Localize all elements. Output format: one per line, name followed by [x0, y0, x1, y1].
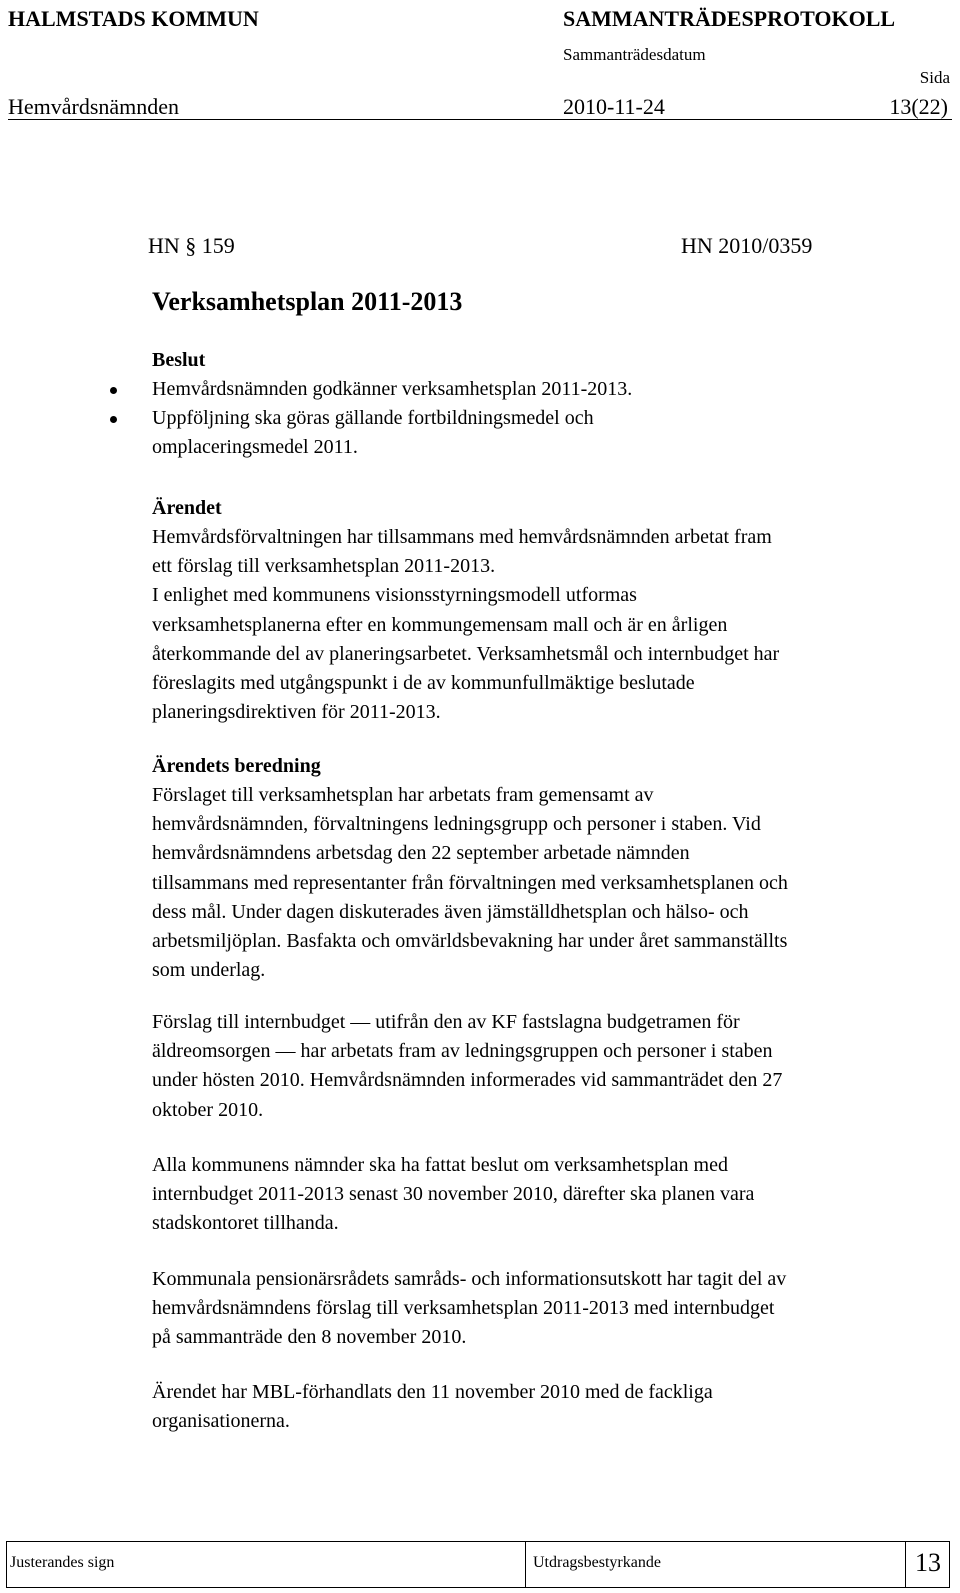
page-label: Sida — [919, 68, 950, 87]
page-number: 13(22) — [889, 94, 948, 119]
beredning-paragraph-3: Alla kommunens nämnder ska ha fattat beslut om verksamhetsplan med internbudget 2011-2013 senast 30 november 2010, därefter ska planen vara stadskontoret tillhanda. — [152, 1154, 755, 1235]
header-rule — [8, 119, 952, 120]
list-item: Hemvårdsnämnden godkänner verksamhetsplan 2011-2013. — [76, 375, 952, 404]
case-number: HN 2010/0359 — [681, 233, 813, 258]
bullet-icon — [110, 416, 117, 423]
bullet-icon — [110, 387, 117, 394]
beslut-list — [152, 375, 952, 462]
beslut-heading: Beslut — [152, 349, 206, 371]
org-name: HALMSTADS KOMMUN — [8, 6, 259, 31]
date-label: Sammanträdesdatum — [563, 45, 706, 64]
sign-label: Justerandes sign — [10, 1554, 115, 1571]
meeting-date: 2010-11-24 — [563, 94, 665, 119]
beredning-paragraph-1: Förslaget till verksamhetsplan har arbetats fram gemensamt av hemvårdsnämnden, förvaltningens ledningsgrupp och personer i staben. Vid hemvårdsnämndens arbetsdag den 22 september arbetade nämnden tillsammans med representanter från förvaltningen med verksamhetsplanen och dess mål. Under dagen diskuterades även jämställdhetsplan och hälso- och arbetsmiljöplan. Basfakta och omvärldsbevakning har under året sammanställts som underlag. — [152, 784, 788, 982]
page-title: Verksamhetsplan 2011-2013 — [152, 287, 463, 316]
beredning-paragraph-5: Ärendet har MBL-förhandlats den 11 november 2010 med de fackliga organisationerna. — [152, 1381, 713, 1433]
document-type: SAMMANTRÄDESPROTOKOLL — [563, 6, 896, 31]
beredning-section — [152, 751, 952, 985]
footer — [6, 1541, 950, 1588]
list-item-continued: omplaceringsmedel 2011. — [152, 436, 358, 458]
extract-label: Utdragsbestyrkande — [533, 1554, 661, 1571]
beredning-paragraph-4: Kommunala pensionärsrådets samråds- och informationsutskott har tagit del av hemvårdsnämndens förslag till verksamhetsplan 2011-2013 med internbudget på sammanträde den 8 november 2010. — [152, 1268, 787, 1349]
beredning-paragraph-2: Förslag till internbudget — utifrån den av KF fastslagna budgetramen för äldreomsorgen — har arbetats fram av ledningsgruppen och personer i staben under hösten 2010. Hemvårdsnämnden informerades vid sammanträdet den 27 oktober 2010. — [152, 1011, 783, 1121]
arendet-text: Hemvårdsförvaltningen har tillsammans med hemvårdsnämnden arbetat fram ett förslag till verksamhetsplan 2011-2013. I enlighet med kommunens visionsstyrningsmodell utformas verksamhetsplanerna efter en kommungemensam mall och är en årligen återkommande del av planeringsarbetet. Verksamhetsmål och internbudget har föreslagits med utgångspunkt i de av kommunfullmäktige beslutade planeringsdirektiven för 2011-2013. — [152, 526, 780, 724]
committee-name: Hemvårdsnämnden — [8, 94, 180, 119]
arendet-heading: Ärendet — [152, 497, 222, 519]
list-item: Uppföljning ska göras gällande fortbildningsmedel och — [76, 404, 952, 433]
item-number: HN § 159 — [148, 233, 235, 258]
footer-page-number: 13 — [915, 1548, 941, 1577]
beredning-heading: Ärendets beredning — [152, 755, 321, 777]
arendet-section — [152, 493, 952, 727]
beslut-section — [152, 345, 952, 462]
